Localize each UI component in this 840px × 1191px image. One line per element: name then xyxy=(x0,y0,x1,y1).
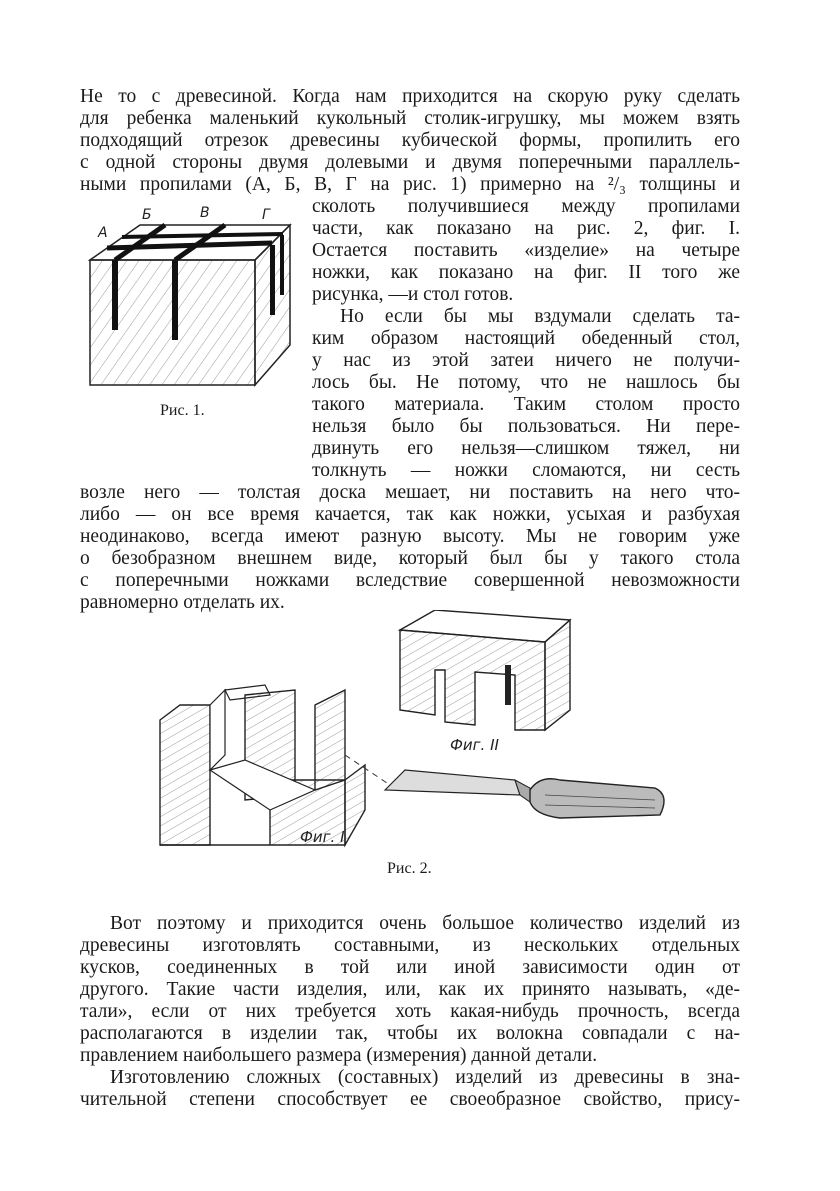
text-line: Но если бы мы вздумали сделать та- xyxy=(340,306,740,327)
text-line: возле него — толстая доска мешает, ни поставить на него что- xyxy=(80,482,740,503)
text-line: у нас из этой затеи ничего не получи- xyxy=(312,350,740,371)
fig-ii-label: Фиг. II xyxy=(450,736,499,754)
fig-i-cut-block xyxy=(160,685,365,845)
figure-1-wood-block xyxy=(80,205,300,395)
text-line: о безобразном внешнем виде, который был бы у такого стола xyxy=(80,548,740,569)
figure-2-illustration xyxy=(150,610,690,860)
text-line: древесины изготовлять составными, из нескольких отдельных xyxy=(80,935,740,956)
text-line: подходящий отрезок древесины кубической формы, пропилить его xyxy=(80,130,740,151)
text-line: лось бы. Не потому, что не нашлось бы xyxy=(312,372,740,393)
text-line: нельзя было бы пользоваться. Ни пере- xyxy=(312,416,740,437)
text-line: Изготовлению сложных (составных) изделий из древесины в зна- xyxy=(110,1067,740,1088)
cut-label-a: А xyxy=(98,225,108,241)
text-line: тали», если от них требуется хоть какая-нибудь прочность, всегда xyxy=(80,1001,740,1022)
text-line: равномерно отделать их. xyxy=(80,592,285,613)
text-line: рисунка, —и стол готов. xyxy=(312,284,514,305)
figure-1-caption: Рис. 1. xyxy=(160,402,205,419)
text-line: Остается поставить «изделие» на четыре xyxy=(312,240,740,261)
text-line: располагаются в изделии так, чтобы их волокна совпадали с на- xyxy=(80,1023,740,1044)
text-line: сколоть получившиеся между пропилами xyxy=(312,196,740,217)
cut-label-g: Г xyxy=(262,207,270,223)
cut-label-b: Б xyxy=(142,207,152,223)
text-line: толкнуть — ножки сломаются, ни сесть xyxy=(312,460,740,481)
text-line: с поперечными ножками вследствие совершенной невозможности xyxy=(80,570,740,591)
chisel-tool xyxy=(385,770,664,818)
text-line: для ребенка маленький кукольный столик-игрушку, мы можем взять xyxy=(80,108,740,129)
text-line: кусков, соединенных в той или иной зависимости один от xyxy=(80,957,740,978)
text-line: ким образом настоящий обеденный стол, xyxy=(312,328,740,349)
text-line: такого материала. Таким столом просто xyxy=(312,394,740,415)
text-line: Не то с древесиной. Когда нам приходится на скорую руку сделать xyxy=(80,86,740,107)
text-line: ножки, как показано на фиг. II того же xyxy=(312,262,740,283)
text-line: другого. Такие части изделия, или, как их принято называть, «де- xyxy=(80,979,740,1000)
text-line: чительной степени способствует ее своеобразное свойство, прису- xyxy=(80,1089,740,1110)
text-line: двинуть его нельзя—слишком тяжел, ни xyxy=(312,438,740,459)
figure-2-caption: Рис. 2. xyxy=(387,860,432,877)
fig-i-label: Фиг. I xyxy=(300,828,345,846)
text-line: либо — он все время качается, так как ножки, усыхая и разбухая xyxy=(80,504,740,525)
text-line: части, как показано на рис. 2, фиг. I. xyxy=(312,218,740,239)
fig-ii-table xyxy=(400,610,570,730)
text-line: ными пропилами (А, Б, В, Г на рис. 1) примерно на ²/₃ толщины и xyxy=(80,174,740,195)
text-line: Вот поэтому и приходится очень большое количество изделий из xyxy=(110,913,740,934)
text-line: с одной стороны двумя долевыми и двумя поперечными параллель- xyxy=(80,152,740,173)
text-line: неодинаково, всегда имеют разную высоту. Мы не говорим уже xyxy=(80,526,740,547)
text-line: правлением наибольшего размера (измерения) данной детали. xyxy=(80,1045,598,1066)
cut-label-v: В xyxy=(200,205,210,221)
